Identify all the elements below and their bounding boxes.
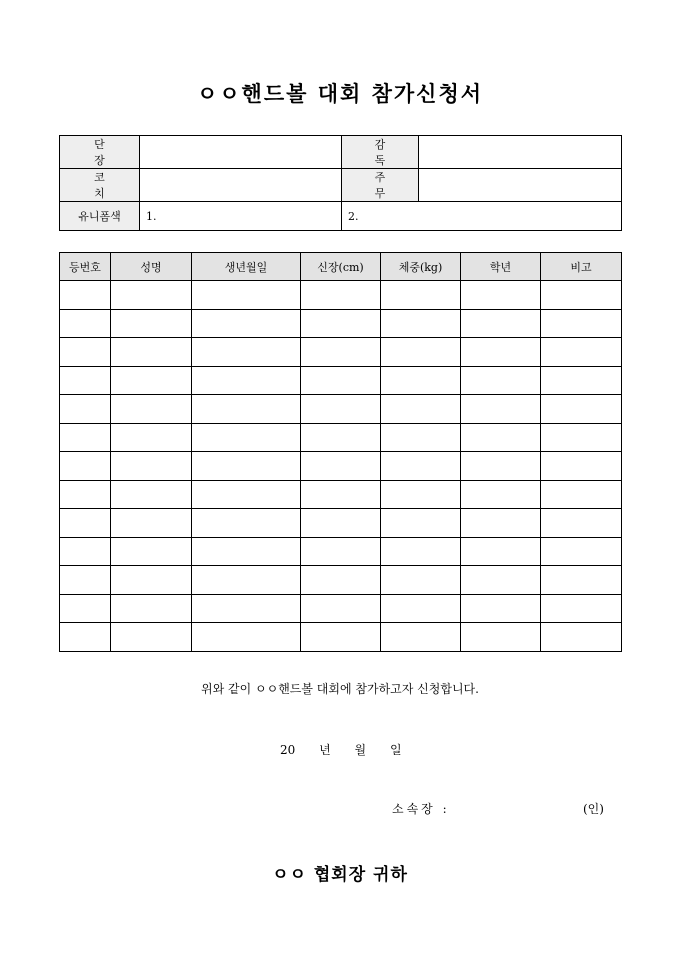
roster-cell[interactable] [192,309,301,338]
roster-cell[interactable] [461,366,541,395]
header-remarks: 비고 [541,253,622,281]
roster-cell[interactable] [381,309,461,338]
roster-body [60,281,622,652]
roster-cell[interactable] [192,452,301,481]
roster-cell[interactable] [111,509,192,538]
roster-cell[interactable] [60,480,111,509]
roster-cell[interactable] [301,537,381,566]
roster-header-row [60,253,622,281]
roster-cell[interactable] [301,395,381,424]
roster-cell[interactable] [541,309,622,338]
player-roster-table [59,252,622,652]
roster-cell[interactable] [301,623,381,652]
roster-cell[interactable] [60,509,111,538]
roster-cell[interactable] [461,338,541,367]
roster-cell[interactable] [60,594,111,623]
roster-cell[interactable] [111,537,192,566]
roster-cell[interactable] [192,566,301,595]
team-info-row [60,136,622,169]
roster-cell[interactable] [381,395,461,424]
table-row [60,452,622,481]
roster-cell[interactable] [60,338,111,367]
roster-cell[interactable] [461,281,541,310]
team-info-table [59,135,622,231]
roster-cell[interactable] [192,623,301,652]
roster-cell[interactable] [111,594,192,623]
roster-cell[interactable] [541,395,622,424]
roster-cell[interactable] [192,366,301,395]
roster-cell[interactable] [381,452,461,481]
coach-value-field[interactable] [140,169,342,202]
roster-cell[interactable] [301,309,381,338]
head-label: 단 장 [60,136,140,169]
roster-cell[interactable] [541,594,622,623]
table-row [60,623,622,652]
roster-cell[interactable] [111,309,192,338]
roster-cell[interactable] [461,480,541,509]
roster-cell[interactable] [301,480,381,509]
date-line [280,741,422,758]
roster-cell[interactable] [192,594,301,623]
header-weight: 체중(kg) [381,253,461,281]
roster-cell[interactable] [541,537,622,566]
roster-cell[interactable] [541,623,622,652]
month-unit: 월 [354,743,367,757]
uniform-color-1-field[interactable]: 1. [140,202,342,231]
roster-cell[interactable] [381,566,461,595]
table-row [60,537,622,566]
roster-cell[interactable] [541,423,622,452]
table-row [60,480,622,509]
application-statement: 위와 같이 ㅇㅇ핸드볼 대회에 참가하고자 신청합니다. [201,682,479,696]
roster-cell[interactable] [541,366,622,395]
header-number: 등번호 [60,253,111,281]
head-value-field[interactable] [140,136,342,169]
roster-cell[interactable] [461,309,541,338]
roster-cell[interactable] [541,509,622,538]
uniform-color-2-field[interactable]: 2. [342,202,622,231]
team-info-row [60,202,622,231]
roster-cell[interactable] [60,623,111,652]
manager-label: 주 무 [342,169,419,202]
header-birthdate: 생년월일 [192,253,301,281]
roster-cell[interactable] [301,366,381,395]
roster-cell[interactable] [192,537,301,566]
roster-cell[interactable] [461,452,541,481]
roster-cell[interactable] [111,366,192,395]
roster-cell[interactable] [301,566,381,595]
day-unit: 일 [389,743,402,757]
uniform-color-label: 유니폼색 [60,202,140,231]
roster-cell[interactable] [381,623,461,652]
team-info-row [60,169,622,202]
roster-cell[interactable] [111,338,192,367]
table-row [60,566,622,595]
roster-cell[interactable] [111,423,192,452]
roster-cell[interactable] [60,452,111,481]
seal-mark: (인) [583,802,604,816]
table-row [60,366,622,395]
roster-cell[interactable] [111,395,192,424]
roster-cell[interactable] [381,509,461,538]
director-value-field[interactable] [419,136,622,169]
roster-cell[interactable] [541,281,622,310]
roster-cell[interactable] [192,395,301,424]
roster-cell[interactable] [192,423,301,452]
roster-cell[interactable] [111,452,192,481]
roster-cell[interactable] [541,452,622,481]
roster-cell[interactable] [192,509,301,538]
roster-cell[interactable] [60,423,111,452]
roster-cell[interactable] [461,566,541,595]
roster-cell[interactable] [381,338,461,367]
roster-cell[interactable] [60,537,111,566]
roster-cell[interactable] [381,281,461,310]
director-label: 감 독 [342,136,419,169]
roster-cell[interactable] [541,338,622,367]
roster-cell[interactable] [461,537,541,566]
header-height: 신장(cm) [301,253,381,281]
header-grade: 학년 [461,253,541,281]
roster-cell[interactable] [541,480,622,509]
roster-cell[interactable] [301,281,381,310]
roster-cell[interactable] [461,623,541,652]
roster-cell[interactable] [541,566,622,595]
roster-cell[interactable] [381,594,461,623]
roster-cell[interactable] [301,594,381,623]
roster-cell[interactable] [461,594,541,623]
roster-cell[interactable] [111,480,192,509]
manager-value-field[interactable] [419,169,622,202]
addressee: ㅇㅇ 협회장 귀하 [272,865,408,885]
year-unit: 년 [319,743,331,757]
roster-cell[interactable] [461,509,541,538]
document-title: ㅇㅇ핸드볼 대회 참가신청서 [196,81,484,106]
roster-cell[interactable] [301,509,381,538]
table-row [60,594,622,623]
roster-cell[interactable] [111,281,192,310]
table-row [60,338,622,367]
roster-cell[interactable] [60,566,111,595]
roster-cell[interactable] [111,623,192,652]
table-row [60,309,622,338]
table-row [60,395,622,424]
year-prefix: 20 [280,743,296,757]
roster-cell[interactable] [192,338,301,367]
roster-cell[interactable] [301,452,381,481]
roster-cell[interactable] [461,395,541,424]
roster-cell[interactable] [381,366,461,395]
roster-cell[interactable] [381,537,461,566]
roster-cell[interactable] [60,309,111,338]
roster-cell[interactable] [381,480,461,509]
roster-cell[interactable] [461,423,541,452]
roster-cell[interactable] [192,281,301,310]
signature-label: 소속장 : [392,802,450,816]
table-row [60,423,622,452]
roster-cell[interactable] [381,423,461,452]
table-row [60,281,622,310]
roster-cell[interactable] [60,366,111,395]
roster-cell[interactable] [60,395,111,424]
roster-cell[interactable] [192,480,301,509]
roster-cell[interactable] [60,281,111,310]
coach-label: 코 치 [60,169,140,202]
table-row [60,509,622,538]
header-name: 성명 [111,253,192,281]
roster-cell[interactable] [301,338,381,367]
roster-cell[interactable] [111,566,192,595]
roster-cell[interactable] [301,423,381,452]
